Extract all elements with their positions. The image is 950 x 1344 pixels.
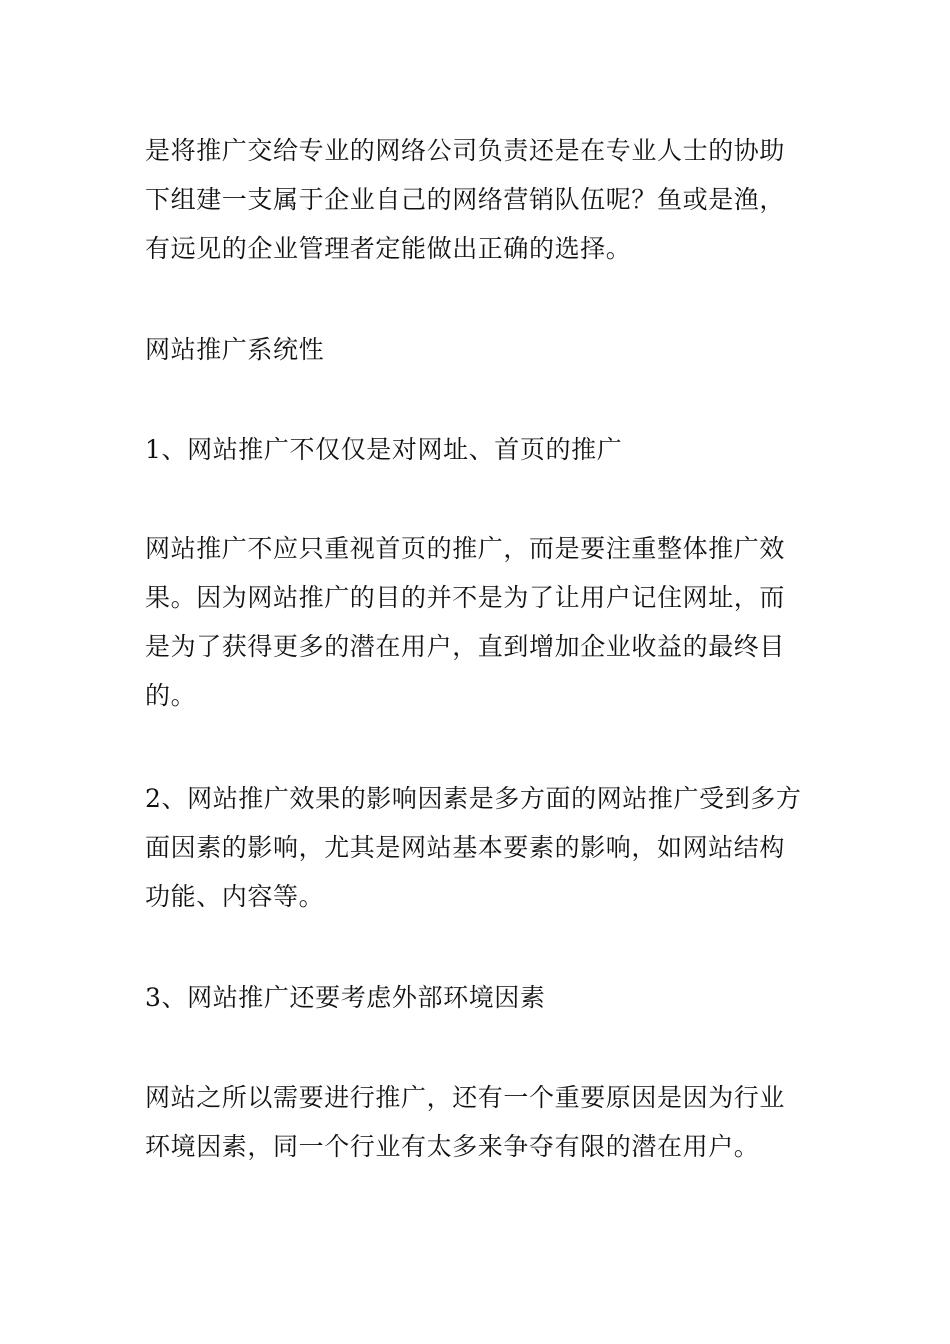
text-line: 网站之所以需要进行推广，还有一个重要原因是因为行业 xyxy=(145,1083,786,1112)
text-line: 下组建一支属于企业自己的网络营销队伍呢？鱼或是渔， xyxy=(145,185,786,214)
paragraph-outsourcing-choice xyxy=(145,126,810,273)
text-line: 1、网站推广不仅仅是对网址、首页的推广 xyxy=(145,435,623,464)
text-line: 网站推广系统性 xyxy=(145,335,325,364)
text-line: 功能、内容等。 xyxy=(145,882,325,911)
text-line: 的。 xyxy=(145,681,197,710)
paragraph-overall-effect xyxy=(145,524,810,720)
text-line: 2、网站推广效果的影响因素是多方面的网站推广受到多方 xyxy=(145,784,802,813)
point-1-heading xyxy=(145,425,810,474)
text-line: 网站推广不应只重视首页的推广，而是要注重整体推广效 xyxy=(145,534,786,563)
text-line: 是为了获得更多的潜在用户，直到增加企业收益的最终目 xyxy=(145,632,786,661)
text-line: 是将推广交给专业的网络公司负责还是在专业人士的协助 xyxy=(145,136,786,165)
text-line: 环境因素，同一个行业有太多来争夺有限的潜在用户。 xyxy=(145,1132,760,1161)
text-line: 面因素的影响，尤其是网站基本要素的影响，如网站结构 xyxy=(145,833,786,862)
section-heading-systematic xyxy=(145,325,810,374)
point-3-heading xyxy=(145,973,810,1022)
text-line: 3、网站推广还要考虑外部环境因素 xyxy=(145,983,546,1012)
point-2-paragraph xyxy=(145,774,810,921)
text-line: 果。因为网站推广的目的并不是为了让用户记住网址，而 xyxy=(145,583,786,612)
paragraph-industry-environment xyxy=(145,1073,810,1171)
text-line: 有远见的企业管理者定能做出正确的选择。 xyxy=(145,234,632,263)
